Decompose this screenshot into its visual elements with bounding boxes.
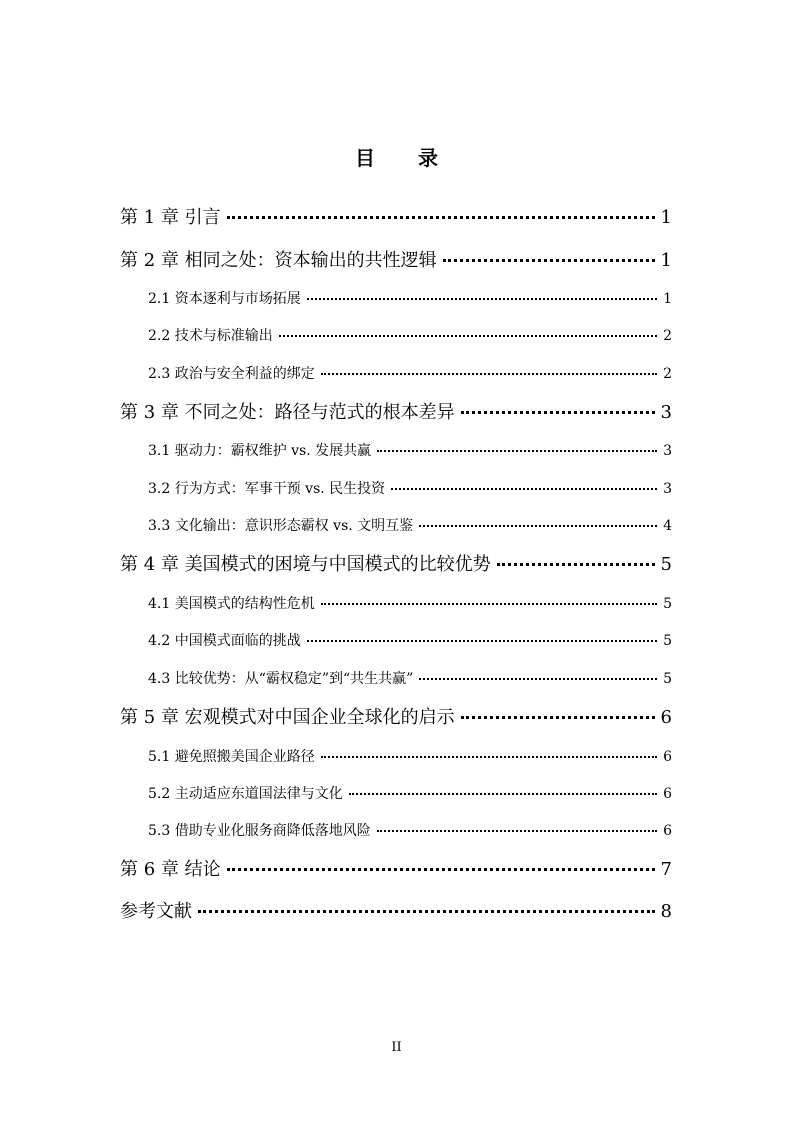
toc-entry-page: 1 [660, 207, 672, 228]
toc-entry-page: 5 [660, 554, 672, 575]
toc-entry-label: 2.1 资本逐利与市场拓展 [148, 291, 301, 307]
dot-leader [279, 335, 657, 337]
toc-title: 目 录 [355, 146, 456, 170]
dot-leader [377, 830, 657, 832]
toc-entry-page: 1 [663, 291, 672, 307]
toc-entry-label: 5.1 避免照搬美国企业路径 [148, 749, 315, 765]
toc-entry-page: 5 [663, 633, 672, 649]
toc-entry-page: 2 [663, 328, 672, 344]
dot-leader [349, 793, 657, 795]
toc-entry-label: 3.2 行为方式：军事干预 vs. 民生投资 [148, 481, 386, 497]
dot-leader [377, 450, 657, 452]
toc-entry-page: 6 [660, 707, 672, 728]
toc-entry-section-3-2[interactable] [148, 479, 672, 499]
toc-entry-page: 6 [663, 823, 672, 839]
toc-entry-label: 参考文献 [120, 901, 192, 922]
toc-entry-label: 第 3 章 不同之处：路径与范式的根本差异 [120, 402, 455, 423]
toc-entry-page: 3 [663, 481, 672, 497]
toc-entry-label: 4.2 中国模式面临的挑战 [148, 633, 301, 649]
toc-entry-page: 6 [663, 749, 672, 765]
dot-leader [227, 868, 655, 871]
dot-leader [461, 411, 655, 414]
toc-entry-page: 2 [663, 366, 672, 382]
toc-entry-page: 6 [663, 786, 672, 802]
toc-entry-page: 1 [660, 250, 672, 271]
dot-leader [227, 216, 655, 219]
toc-entry-label: 2.2 技术与标准输出 [148, 328, 273, 344]
toc-entry-section-5-3[interactable] [148, 821, 672, 841]
toc-entry-chapter-6[interactable] [120, 857, 672, 883]
toc-entry-label: 5.3 借助专业化服务商降低落地风险 [148, 823, 371, 839]
toc-entry-references[interactable] [120, 899, 672, 925]
toc-entry-section-3-3[interactable] [148, 516, 672, 536]
toc-entry-label: 4.1 美国模式的结构性危机 [148, 596, 315, 612]
toc-entry-label: 第 5 章 宏观模式对中国企业全球化的启示 [120, 707, 455, 728]
toc-entry-label: 3.1 驱动力：霸权维护 vs. 发展共赢 [148, 443, 372, 459]
dot-leader [321, 756, 657, 758]
toc-entry-section-2-3[interactable] [148, 364, 672, 384]
toc-entry-section-5-2[interactable] [148, 784, 672, 804]
toc-entry-chapter-4[interactable] [120, 552, 672, 578]
dot-leader [198, 910, 655, 913]
toc-entry-page: 3 [660, 402, 672, 423]
toc-entry-section-2-1[interactable] [148, 289, 672, 309]
toc-entry-label: 4.3 比较优势：从“霸权稳定”到“共生共赢” [148, 671, 414, 687]
toc-entry-label: 第 6 章 结论 [120, 859, 221, 880]
toc-entry-chapter-1[interactable] [120, 205, 672, 231]
dot-leader [443, 259, 655, 262]
toc-entry-label: 5.2 主动适应东道国法律与文化 [148, 786, 343, 802]
dot-leader [307, 298, 657, 300]
dot-leader [419, 525, 657, 527]
toc-entry-section-3-1[interactable] [148, 441, 672, 461]
toc-entry-label: 第 4 章 美国模式的困境与中国模式的比较优势 [120, 554, 491, 575]
toc-entry-chapter-5[interactable] [120, 705, 672, 731]
dot-leader [391, 488, 657, 490]
toc-entry-chapter-3[interactable] [120, 400, 672, 426]
toc-entry-section-2-2[interactable] [148, 326, 672, 346]
toc-entry-label: 第 1 章 引言 [120, 207, 221, 228]
dot-leader [321, 373, 657, 375]
toc-entry-section-4-3[interactable] [148, 669, 672, 689]
toc-entry-page: 7 [660, 859, 672, 880]
dot-leader [307, 640, 657, 642]
toc-entry-page: 5 [663, 596, 672, 612]
toc-entry-page: 4 [663, 518, 672, 534]
toc-entry-page: 3 [663, 443, 672, 459]
toc-entry-section-4-2[interactable] [148, 631, 672, 651]
toc-entry-page: 5 [663, 671, 672, 687]
dot-leader [321, 603, 657, 605]
toc-entry-page: 8 [660, 901, 672, 922]
dot-leader [419, 678, 657, 680]
toc-entry-label: 2.3 政治与安全利益的绑定 [148, 366, 315, 382]
toc-entry-section-5-1[interactable] [148, 747, 672, 767]
dot-leader [461, 716, 655, 719]
toc-entry-chapter-2[interactable] [120, 248, 672, 274]
dot-leader [497, 563, 655, 566]
toc-entry-label: 第 2 章 相同之处：资本输出的共性逻辑 [120, 250, 437, 271]
toc-entry-section-4-1[interactable] [148, 594, 672, 614]
page-number: II [391, 1040, 402, 1055]
toc-entry-label: 3.3 文化输出：意识形态霸权 vs. 文明互鉴 [148, 518, 414, 534]
